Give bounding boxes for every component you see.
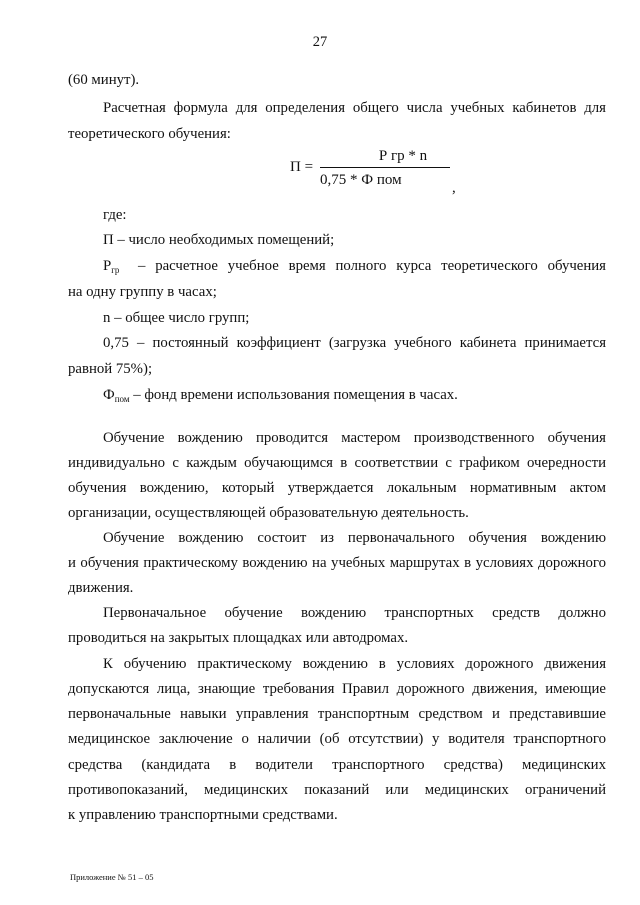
formula-comma: , (452, 180, 456, 196)
formula-numerator: Р гр * n (378, 148, 428, 164)
paragraph-line: первоначальные навыки управления транспортным средством и представившие (68, 706, 606, 722)
paragraph-line: К обучению практическому вождению в условиях дорожного движения (103, 656, 606, 672)
fraction-bar (320, 167, 450, 168)
paragraph-line: средства (кандидата в водители транспортного средства) медицинских (68, 757, 606, 773)
footer-attachment-note: Приложение № 51 – 05 (70, 872, 154, 882)
paragraph-line: Первоначальное обучение вождению транспортных средств должно (103, 605, 606, 621)
formula-denominator: 0,75 * Ф пом (320, 172, 402, 188)
paragraph-line: организации, осуществляющей образовательную деятельность. (68, 505, 469, 521)
text-line: равной 75%); (68, 361, 153, 377)
definition-f: $Ф_{пом}$ – фонд времени использования помещения в часах. (103, 387, 458, 404)
paragraph-line: индивидуально с каждым обучающимся в соответствии с графиком очередности (68, 455, 606, 471)
paragraph-line: Обучение вождению проводится мастером производственного обучения (103, 430, 606, 446)
formula-lhs: П = (290, 159, 314, 175)
rgr-symbol: $Р_{гр}$ (103, 258, 120, 275)
definition-n: n – общее число групп; (103, 310, 250, 326)
definition-rgr (103, 257, 606, 275)
text-line: где: (103, 207, 127, 223)
text-line: Расчетная формула для определения общего числа учебных кабинетов для (103, 100, 606, 116)
paragraph-line: и обучения практическому вождению на учебных маршрутах в условиях дорожного (68, 555, 606, 571)
definition-k: 0,75 – постоянный коэффициент (загрузка учебного кабинета принимается (103, 335, 606, 351)
paragraph-line: к управлению транспортными средствами. (68, 807, 338, 823)
paragraph-line: медицинское заключение о наличии (об отсутствии) у водителя транспортного (68, 731, 606, 747)
text-line: теоретического обучения: (68, 126, 231, 142)
definition-p: П – число необходимых помещений; (103, 232, 335, 248)
paragraph-line: движения. (68, 580, 134, 596)
text-line: на одну группу в часах; (68, 284, 217, 300)
paragraph-line: Обучение вождению состоит из первоначального обучения вождению (103, 530, 606, 546)
paragraph-line: обучения вождению, который утверждается локальным нормативным актом (68, 480, 606, 496)
paragraph-line: противопоказаний, медицинских показаний или медицинских ограничений (68, 782, 606, 798)
paragraph-line: допускаются лица, знающие требования Правил дорожного движения, имеющие (68, 681, 606, 697)
page-number: 27 (312, 34, 328, 50)
rgr-text: – расчетное учебное время полного курса теоретического обучения (138, 258, 606, 274)
paragraph-line: проводиться на закрытых площадках или автодромах. (68, 630, 409, 646)
text-line: (60 минут). (68, 72, 140, 88)
